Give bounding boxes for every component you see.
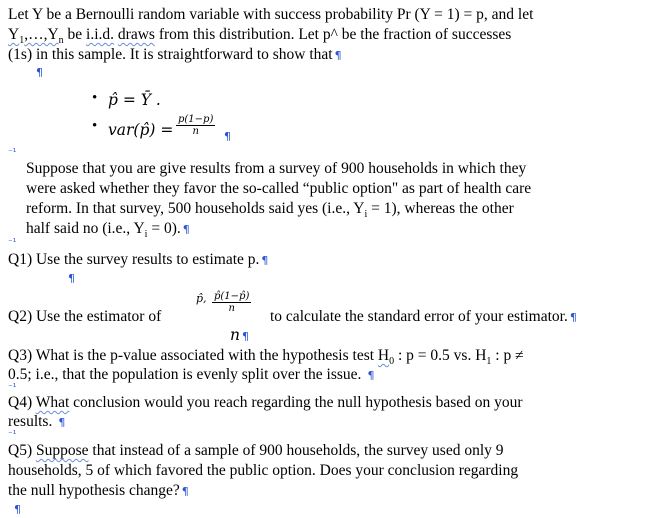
question-2-prefix: Q2) Use the estimator of [8,308,162,325]
question-3-line-1: Q3) What is the p-value associated with the hypothesis test $H_0$ : p = 0.5 vs. $H_1$ : p ≠ [8,347,524,368]
what-word: What [35,394,70,411]
draws-word: draws [117,26,155,43]
pilcrow-mark: ¶ [241,330,249,343]
intro-text-1: Let Y be a Bernoulli random variable with success probability Pr (Y = 1) = p, and let [8,6,534,23]
question-2-suffix: to calculate the standard error of your estimator. ¶ [270,308,577,325]
bullet-variance: var(p̂) = [108,121,174,139]
intro-y-sequence: $Y_1,\dots,Y_n$ [8,26,64,47]
question-1: Q1) Use the survey results to estimate p. ¶ [8,251,269,268]
pilcrow-mark: ¶ [367,369,375,382]
estimator-symbol: p̂, [196,292,207,305]
null-hypothesis-label: $H_0$ [377,347,395,368]
variance-fraction: $\frac{p(1-p)}{n}$ [178,114,214,137]
pilcrow-mark: ¶ [36,66,43,79]
question-5-line-1: Q5) Suppose that instead of a sample of 900 households, the survey used only 9 [8,442,504,459]
pilcrow-mark: ¶ [261,254,269,267]
question-5-line-2: households, 5 of which favored the public option. Does your conclusion regarding [8,462,519,479]
question-5-line-3: the null hypothesis change? ¶ [8,482,189,499]
bullet-estimator: p̂ = Ȳ . [108,91,161,109]
pilcrow-mark: ¶ [224,130,231,143]
bullet-dot: • [92,118,98,134]
break-mark: ⁻¹ [8,148,17,158]
pilcrow-mark: ¶ [334,49,342,62]
break-mark: ⁻¹ [8,383,17,393]
iid-word: i.i.d. [86,26,115,43]
survey-line-3: reform. In that survey, 500 households said yes (i.e., $Y_i = 1$), whereas the other [26,200,514,221]
break-mark: ⁻¹ [8,238,17,248]
intro-line-2: $Y_1,\dots,Y_n$ be i.i.d. draws from this distribution. Let p^ be the fraction of successes [8,26,512,47]
intro-line-3 [8,46,342,65]
survey-line-1: Suppose that you are give results from a survey of 900 households in which they [26,160,527,177]
question-4-line-1: Q4) What conclusion would you reach regarding the null hypothesis based on your [8,394,523,411]
pilcrow-mark: ¶ [14,503,21,516]
question-2-n: n ¶ [230,326,249,344]
question-4-line-2: results. ¶ [8,413,66,430]
break-mark: ⁻¹ [8,430,17,440]
standard-error-fraction: $\frac{p̂(1-p̂)}{n}$ [214,291,250,314]
pilcrow-mark: ¶ [182,223,190,236]
suppose-word: Suppose [35,442,89,459]
intro-line-1 [8,6,533,24]
question-3-line-2: 0.5; i.e., that the population is evenly split over the issue. ¶ [8,366,375,383]
intro-text-3: (1s) in this sample. It is straightforward to show that [8,46,333,63]
survey-line-4: half said no (i.e., $Y_i = 0$). ¶ [26,220,190,241]
pilcrow-mark: ¶ [58,416,66,429]
survey-line-2: were asked whether they favor the so-called “public option" as part of health care [26,180,532,197]
bullet-dot: • [92,90,98,106]
pilcrow-mark: ¶ [181,485,189,498]
pilcrow-mark: ¶ [569,311,577,324]
pilcrow-mark: ¶ [68,272,75,285]
